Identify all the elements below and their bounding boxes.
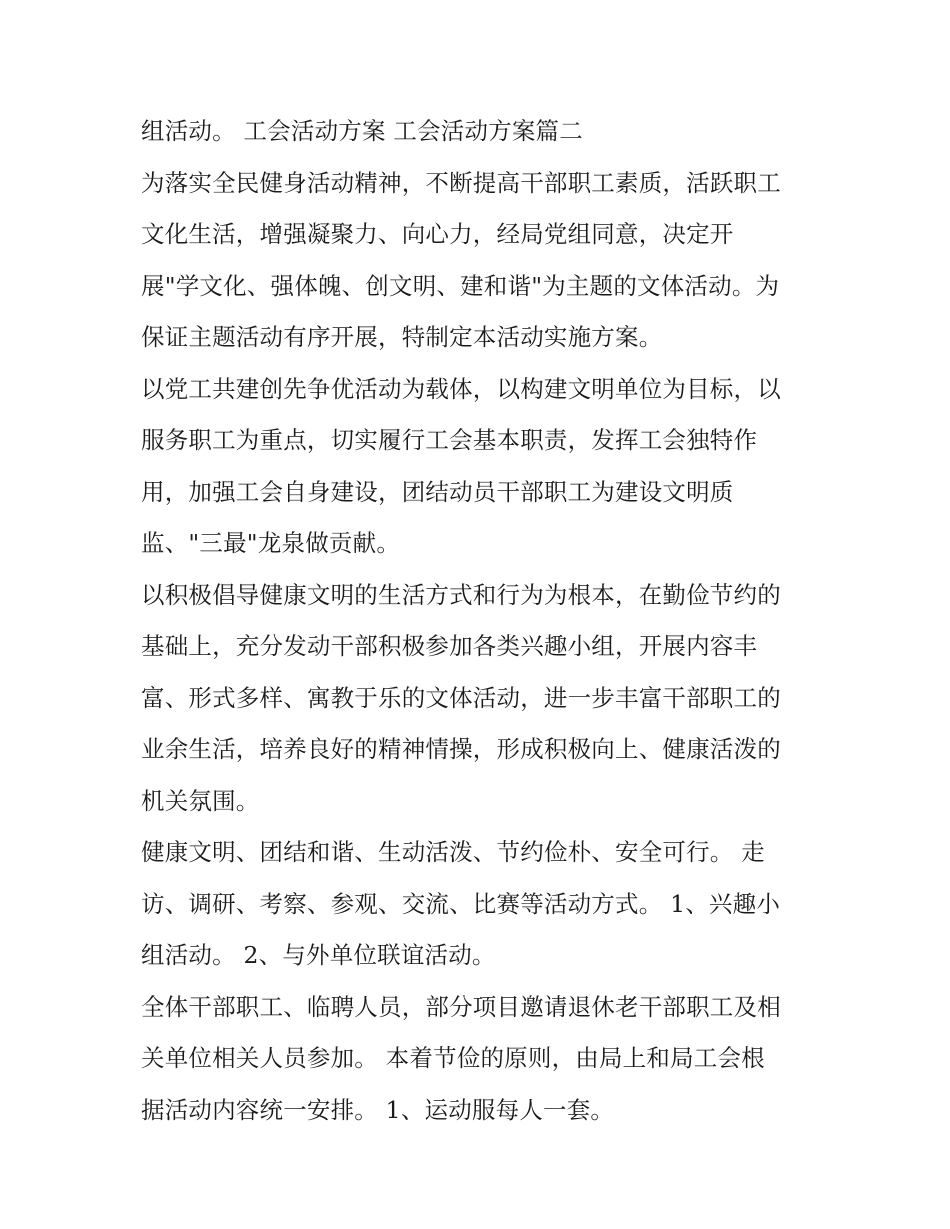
text-line: 服务职工为重点，切实履行工会基本职责，发挥工会独特作 [141, 426, 758, 454]
text-line: 业余生活，培养良好的精神情操，形成积极向上、健康活泼的 [141, 735, 781, 763]
text-line: 文化生活，增强凝聚力、向心力，经局党组同意，决定开 [141, 220, 734, 248]
text-line: 组活动。 工会活动方案 工会活动方案篇二 [141, 117, 583, 145]
text-line: 全体干部职工、临聘人员，部分项目邀请退休老干部职工及相 [141, 992, 781, 1021]
text-line: 监、"三最"龙泉做贡献。 [141, 529, 401, 557]
text-line: 据活动内容统一安排。 1、运动服每人一套。 [141, 1095, 615, 1124]
document-body [141, 106, 821, 1136]
text-line: 展"学文化、强体魄、创文明、建和谐"为主题的文体活动。为 [141, 271, 780, 300]
paragraph [141, 570, 821, 828]
text-line: 保证主题活动有序开展，特制定本活动实施方案。 [141, 323, 663, 351]
text-line: 富、形式多样、寓教于乐的文体活动，进一步丰富干部职工的 [141, 683, 781, 712]
text-line: 用，加强工会自身建设，团结动员干部职工为建设文明质 [141, 477, 734, 506]
text-line: 关单位相关人员参加。 本着节俭的原则，由局上和局工会根 [141, 1044, 765, 1072]
paragraph [141, 982, 821, 1137]
text-line: 组活动。 2、与外单位联谊活动。 [141, 941, 496, 969]
text-line: 健康文明、团结和谐、生动活泼、节约俭朴、安全可行。 走 [141, 838, 765, 866]
text-line: 机关氛围。 [141, 786, 260, 815]
paragraph [141, 827, 821, 982]
text-line: 基础上，充分发动干部积极参加各类兴趣小组，开展内容丰 [141, 632, 758, 660]
text-line: 为落实全民健身活动精神，不断提高干部职工素质，活跃职工 [141, 168, 781, 197]
text-line: 访、调研、考察、参观、交流、比赛等活动方式。 1、兴趣小 [141, 889, 781, 918]
text-line: 以积极倡导健康文明的生活方式和行为为根本，在勤俭节约的 [141, 580, 781, 609]
paragraph [141, 106, 821, 158]
paragraph [141, 364, 821, 570]
paragraph [141, 158, 821, 364]
text-line: 以党工共建创先争优活动为载体，以构建文明单位为目标，以 [141, 374, 781, 403]
